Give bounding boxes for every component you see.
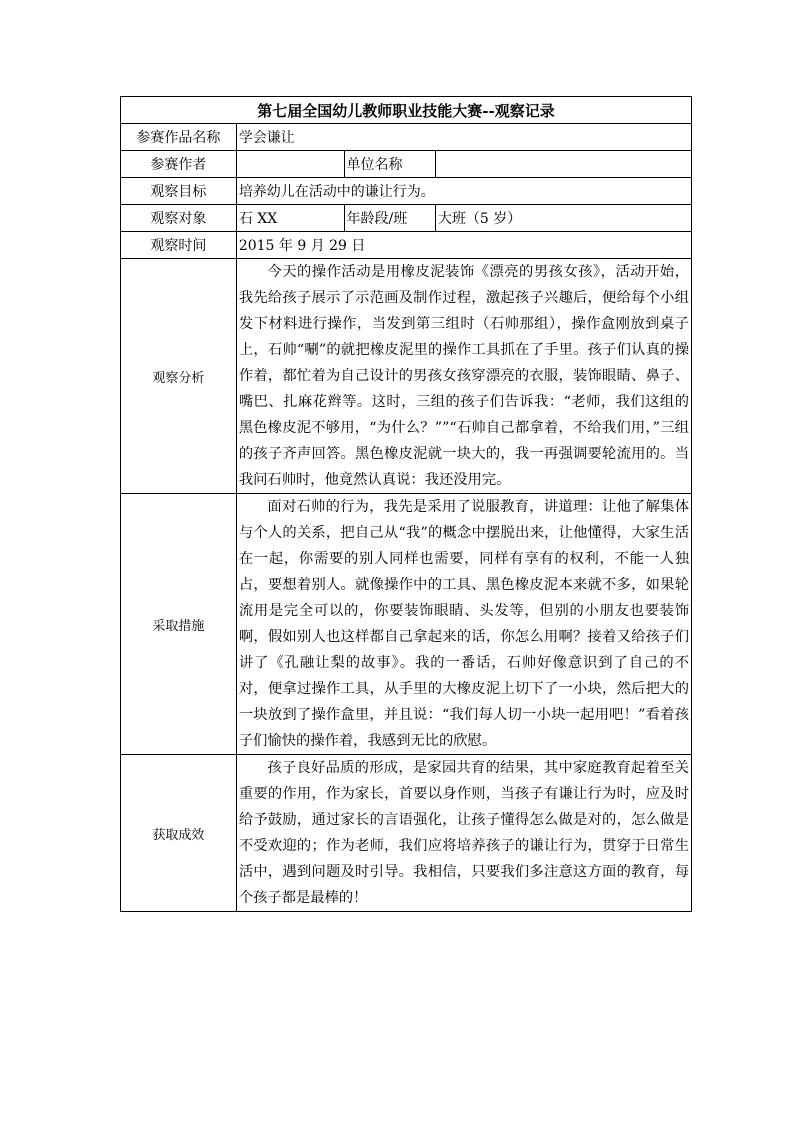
goal-label: 观察目标	[121, 178, 237, 205]
document-title: 第七届全国幼儿教师职业技能大赛--观察记录	[121, 97, 692, 124]
subject-value: 石 XX	[236, 205, 344, 232]
measures-label: 采取措施	[121, 494, 237, 755]
author-label: 参赛作者	[121, 151, 237, 178]
work-name-row	[121, 124, 692, 151]
age-label: 年龄段/班	[344, 205, 435, 232]
title-row	[121, 97, 692, 124]
measures-row	[121, 494, 692, 755]
results-row	[121, 755, 692, 912]
measures-text: 面对石帅的行为，我先是采用了说服教育，讲道理：让他了解集体与个人的关系，把自己从“我”的概念中摆脱出来，让他懂得，大家生活在一起，你需要的别人同样也需要，同样有享有的权利，不能一人独占，要想着别人。就像操作中的工具、黑色橡皮泥本来就不多，如果轮流用是完全可以的，你要装饰眼睛、头发等，但别的小朋友也要装饰啊，假如别人也这样都自己拿起来的话，你怎么用啊？接着又给孩子们讲了《孔融让梨的故事》。我的一番话，石帅好像意识到了自己的不对，便拿过操作工具，从手里的大橡皮泥上切下了一小块，然后把大的一块放到了操作盒里，并且说：“我们每人切一小块一起用吧！”看着孩子们愉快的操作着，我感到无比的欣慰。	[236, 494, 691, 755]
age-value: 大班（5 岁）	[435, 205, 691, 232]
results-text: 孩子良好品质的形成，是家园共育的结果，其中家庭教育起着至关重要的作用，作为家长，首要以身作则，当孩子有谦让行为时，应及时给予鼓励，通过家长的言语强化，让孩子懂得怎么做是对的，怎么做是不受欢迎的；作为老师，我们应将培养孩子的谦让行为，贯穿于日常生活中，遇到问题及时引导。我相信，只要我们多注意这方面的教育，每个孩子都是最棒的！	[236, 755, 691, 912]
analysis-row	[121, 259, 692, 494]
subject-label: 观察对象	[121, 205, 237, 232]
analysis-label: 观察分析	[121, 259, 237, 494]
unit-value	[435, 151, 691, 178]
work-name-value: 学会谦让	[236, 124, 691, 151]
analysis-text: 今天的操作活动是用橡皮泥装饰《漂亮的男孩女孩》，活动开始，我先给孩子展示了示范画及制作过程，激起孩子兴趣后，便给每个小组发下材料进行操作，当发到第三组时（石帅那组），操作盒刚放到桌子上，石帅“唰”的就把橡皮泥里的操作工具抓在了手里。孩子们认真的操作着，都忙着为自己设计的男孩女孩穿漂亮的衣服，装饰眼睛、鼻子、嘴巴、扎麻花辫等。这时，三组的孩子们告诉我：“老师，我们这组的黑色橡皮泥不够用，“为什么？””“石帅自己都拿着，不给我们用，”三组的孩子齐声回答。黑色橡皮泥就一块大的，我一再强调要轮流用的。当我问石帅时，他竟然认真说：我还没用完。	[236, 259, 691, 494]
unit-label: 单位名称	[344, 151, 435, 178]
observation-record-table	[120, 96, 692, 912]
observation-record-sheet	[120, 96, 692, 912]
work-name-label: 参赛作品名称	[121, 124, 237, 151]
time-row	[121, 232, 692, 259]
time-label: 观察时间	[121, 232, 237, 259]
results-label: 获取成效	[121, 755, 237, 912]
goal-row	[121, 178, 692, 205]
author-value	[236, 151, 344, 178]
author-row	[121, 151, 692, 178]
time-value: 2015 年 9 月 29 日	[236, 232, 691, 259]
subject-row	[121, 205, 692, 232]
goal-value: 培养幼儿在活动中的谦让行为。	[236, 178, 691, 205]
